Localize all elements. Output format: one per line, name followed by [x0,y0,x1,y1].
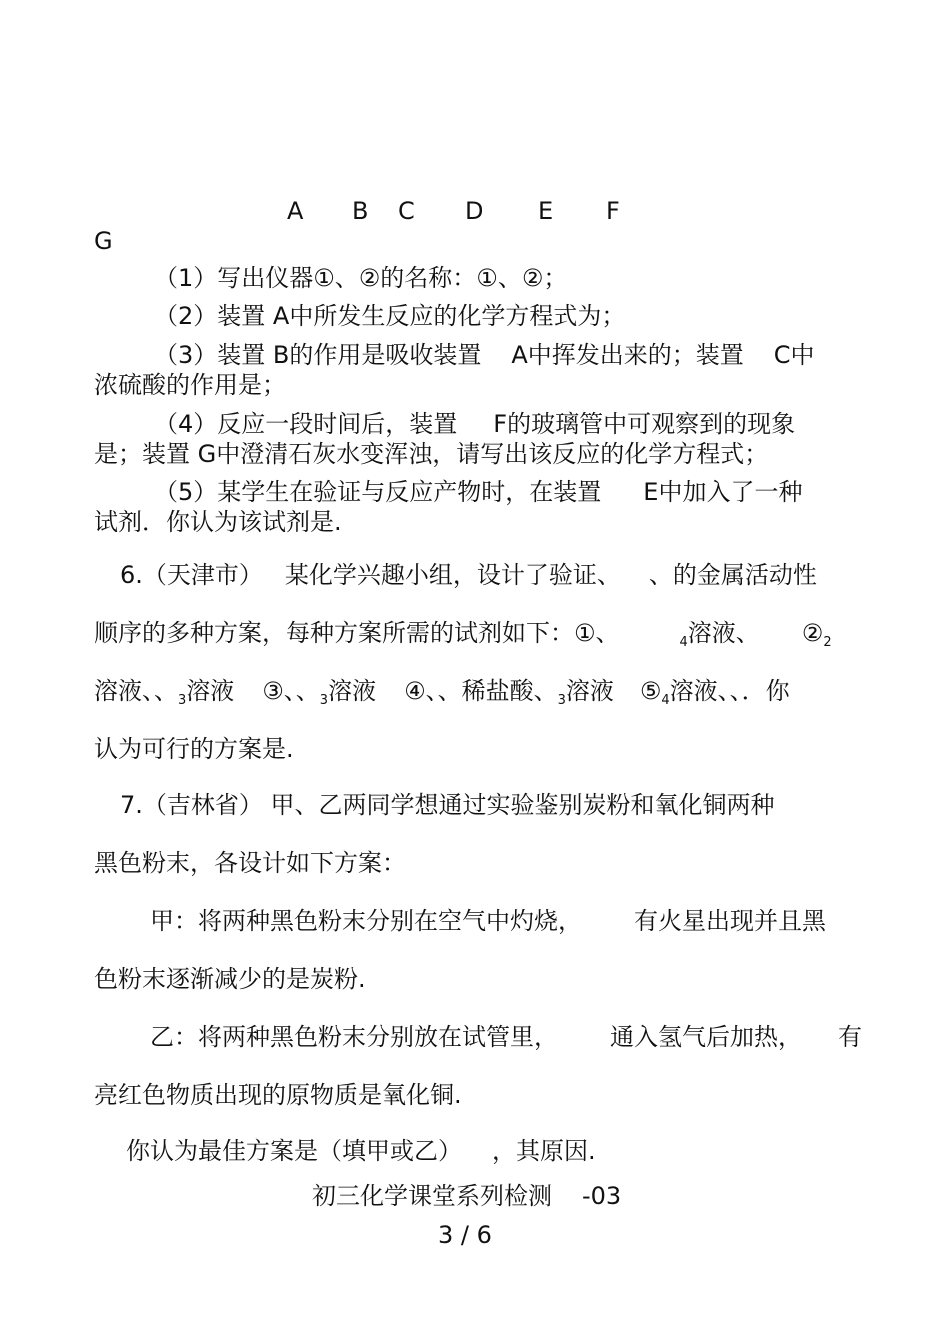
q5-part-4 [154,409,795,439]
apparatus-label-c: C [398,197,415,225]
q5-part-3 [154,340,815,370]
q5-part-5 [154,477,802,507]
q6-line-3-subscript-3: 3 [557,693,566,708]
apparatus-label-f: F [606,197,620,225]
footer-series-text: 初三化学课堂系列检测 [312,1182,552,1210]
q6-line-1 [120,560,817,590]
apparatus-label-d: D [465,197,484,225]
q6-line-3-text-d: 溶液 [328,677,377,705]
q5-part-3-text-c: C中 [773,341,815,369]
apparatus-label-g: G [94,227,113,255]
q5-part-4-cont: 是；装置 G中澄清石灰水变浑浊，请写出该反应的化学方程式； [94,440,769,468]
page-number: 3 / 6 [438,1221,492,1249]
q5-part-5-text-a: （5）某学生在验证与反应产物时，在装置 [154,478,602,506]
q7-line-1: 7.（吉林省） 甲、乙两同学想通过实验鉴别炭粉和氧化铜两种 [120,791,775,819]
q6-line-3-subscript-2: 3 [319,693,329,708]
q7-answer-text-a: 你认为最佳方案是（填甲或乙） [126,1137,462,1165]
q6-line-3-text-b: 溶液 [186,677,235,705]
q6-line-3-text-c: ③、、 [262,677,320,705]
q6-line-3-subscript-4: 4 [661,693,670,708]
q6-line-3-text-f: 溶液 [565,677,614,705]
q6-line-3-text-h: 溶液、、．你 [669,677,790,705]
q7-plan-jia-text-a: 甲：将两种黑色粉末分别在空气中灼烧， [150,907,582,935]
q7-plan-yi-cont: 亮红色物质出现的原物质是氧化铜. [94,1081,462,1109]
q6-line-3-text-a: 溶液、、 [94,677,178,705]
q6-line-2-text-b: 溶液、 [687,619,760,647]
q6-line-3-subscript-1: 3 [178,693,187,708]
apparatus-label-b: B [352,197,369,225]
q6-line-3 [94,676,790,716]
q6-line-2-subscript-2: 2 [823,635,832,650]
q5-part-1: （1）写出仪器①、②的名称：①、②； [154,264,568,292]
q5-part-5-cont: 试剂．你认为该试剂是. [94,508,342,536]
q7-plan-jia [150,906,826,936]
q7-answer-text-b: ，其原因. [492,1137,596,1165]
q5-part-2: （2）装置 A中所发生反应的化学方程式为； [154,302,626,330]
q7-answer-line [126,1136,596,1166]
q5-part-5-text-b: E中加入了一种 [643,478,803,506]
q7-plan-yi-text-a: 乙：将两种黑色粉末分别放在试管里， [150,1023,558,1051]
q5-part-4-text-b: F的玻璃管中可观察到的现象 [493,410,796,438]
q7-plan-jia-text-b: 有火星出现并且黑 [634,907,826,935]
footer-series-number: -03 [582,1182,622,1210]
q6-line-2-subscript-1: 4 [679,635,688,650]
q7-line-2: 黑色粉末，各设计如下方案： [94,849,406,877]
q6-line-2 [94,618,832,658]
q5-part-3-cont: 浓硫酸的作用是； [94,371,286,399]
q7-plan-yi-text-b: 通入氢气后加热， [610,1023,802,1051]
q6-line-3-text-e: ④、、稀盐酸、 [404,677,558,705]
q6-line-1-text-b: 某化学兴趣小组，设计了验证、 [284,561,621,589]
q6-line-1-text-c: 、的金属活动性 [648,561,817,589]
q7-plan-jia-cont: 色粉末逐渐减少的是炭粉. [94,965,366,993]
q5-part-3-text-b: A中挥发出来的；装置 [511,341,744,369]
q7-plan-yi-text-c: 有 [838,1023,862,1051]
q6-line-4: 认为可行的方案是. [94,735,294,763]
q6-number: 6.（天津市） [120,561,263,589]
apparatus-label-a: A [287,197,304,225]
q6-line-2-text-a: 顺序的多种方案，每种方案所需的试剂如下：①、 [94,619,620,647]
q6-line-3-text-g: ⑤ [639,677,662,705]
apparatus-label-e: E [538,197,554,225]
footer-series-title [312,1181,621,1211]
q7-plan-yi [150,1022,862,1052]
q6-line-2-text-c: ② [801,619,824,647]
q5-part-3-text-a: （3）装置 B的作用是吸收装置 [154,341,482,369]
q5-part-4-text-a: （4）反应一段时间后，装置 [154,410,458,438]
